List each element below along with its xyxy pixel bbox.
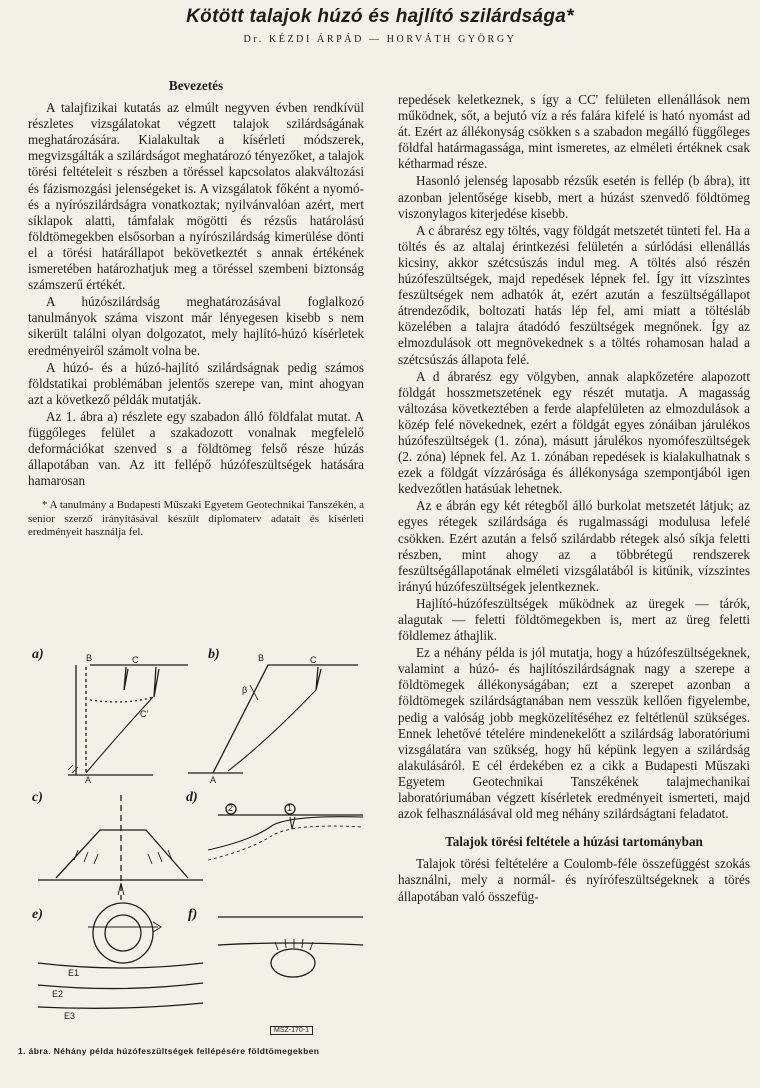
paragraph: Talajok törési feltételére a Coulomb-féle összefüggést szokás használni, mely a normál- és nyírófeszültségeknek a törés állapotában való összefüg- — [398, 856, 750, 904]
panel-c-drawing — [38, 795, 203, 900]
figure-stamp: MSZ-170-1 — [270, 1026, 313, 1035]
section-heading-introduction: Bevezetés — [168, 78, 224, 93]
footnote: * A tanulmány a Budapesti Műszaki Egyetem Geotechnikai Tanszékén, a senior szerző irányításával készült diplomaterv adatait és kísérleti eredményeit használja fel. — [28, 499, 364, 539]
paragraph: A d ábrarész egy völgyben, annak alapkőzetére alapozott földgát hosszmetszetének egy részét mutatja. A magasság változása következtében a ferde alapfelületen az elmozdulások a közép felé növekednek, ezért a földgát egyes zónáiban járulékos húzófeszültségek (1. zóna), másutt járulékos nyomófeszültségek (2. zóna) lépnek fel. Az 1. zónában repedések is kialakulhatnak s ezek a földgát vízzárósága és állékonysága szempontjából igen kedvezőtlen hatásúak lehetnek. — [398, 368, 750, 497]
left-column — [28, 78, 364, 540]
article-authors: Dr. KÉZDI ÁRPÁD — HORVÁTH GYÖRGY — [243, 34, 517, 45]
point-label: C' — [140, 709, 149, 719]
figure-1 — [28, 645, 373, 1040]
panel-a-drawing — [68, 665, 188, 775]
panel-label-e: e) — [32, 907, 43, 922]
point-label: B — [86, 653, 93, 663]
point-label: C — [132, 655, 139, 665]
paragraph: Ez a néhány példa is jól mutatja, hogy a húzófeszültségeknek, valamint a húzó- és hajlítószilárdságnak nagy a szerepe a földtömegek állékonyságában; ezt a szerepet azonban a földtömegek szilárdságtanában nem vesszük kellően figyelembe, pedig a valóság jobb megközelítéséhez ez feltétlenül szükséges. Ennek lehetővé tételére mindenekelőtt a szilárdság laboratóriumi vizsgálatára van szükség, hogy hű képünk legyen a szilárdság alakulásáról. E cél érdekében ez a cikk a Budapesti Műszaki Egyetem Geotechnikai Tanszékének talajmechanikai laboratóriumában végzett kísérletek eredményeit ismerteti, majd azok felhasználásával old meg néhány szilárdságtani feladatot. — [398, 645, 750, 822]
point-label: A — [210, 775, 217, 785]
paragraph: Hajlító-húzófeszültségek működnek az üregek — tárók, alagutak — feletti földtömegekben is, mert az üreg feletti földlemez áthajlik. — [398, 595, 750, 644]
paragraph: Az 1. ábra a) részlete egy szabadon álló földfalat mutat. A függőleges felület a szakadozott vonalnak megfelelő deformációkat szenved s a földtömeg felső része húzás állapotában van. Az itt fellépő húzófeszültségek hatására hamarosan — [28, 408, 364, 489]
article-title: Kötött talajok húzó és hajlító szilárdsága* — [186, 6, 574, 27]
paragraph: A c ábrarész egy töltés, vagy földgát metszetét tünteti fel. Ha a töltés és az altalaj érintkezési felületén a súrlódási ellenállás kicsiny, akkor szétcsúszás indul meg. A töltés alsó részén húzófeszültségek, majd repedések lépnek fel. Így itt vízszintes feszültségek nem adhatók át, ezért azután a feszültségállapot átrendeződik, boltozati hatás lép fel, ami miatt a töltésláb közelében a talajra átadódó feszültségek megnőnek. Így az elmozdulások ott megnövekednek s a töltés rohamosan halad a szétcsúszás állapota felé. — [398, 222, 750, 367]
panel-label-b: b) — [208, 647, 220, 662]
panel-label-f: f) — [188, 907, 198, 922]
paragraph: Az e ábrán egy két rétegből álló burkolat metszetét látjuk; az egyes rétegek szilárdsága és rugalmassági modulusa lefelé csökken. Ezért azután a felső szilárdabb rétegek alsó síkja feletti részben, mint ahogy az a többrétegű rendszerek feszültségállapotának elméleti vizsgálatából is kitűnik, vízszintes irányú húzófeszültségek jelentkeznek. — [398, 498, 750, 594]
figure-drawing — [28, 645, 373, 1040]
point-label: C — [310, 655, 317, 665]
point-label: β — [242, 685, 248, 695]
section-heading-failure-condition: Talajok törési feltétele a húzási tartományban — [445, 834, 703, 850]
point-label: A — [85, 775, 92, 785]
zone-label: 1 — [287, 803, 293, 813]
panel-f-drawing — [218, 917, 363, 977]
paragraph: repedések keletkeznek, s így a CC' felületen ellenállások nem működnek, sőt, a bejutó víz a rés falára kifelé is ható nyomást ad át. Ezért az állékonyság csökken s a szabadon megálló függőleges földfal határmagassága, mint ismeretes, az elméleti értéknek csak kétharmad része. — [398, 92, 750, 172]
zone-label: 2 — [228, 803, 234, 813]
panel-label-a: a) — [32, 647, 44, 662]
layer-label: E1 — [68, 968, 80, 978]
figure-caption: 1. ábra. Néhány példa húzófeszültségek fellépésére földtömegekben — [18, 1046, 320, 1056]
panel-label-c: c) — [32, 790, 43, 805]
point-label: B — [258, 653, 265, 663]
right-column — [398, 92, 750, 905]
panel-b-drawing — [188, 665, 358, 773]
layer-label: E3 — [64, 1011, 76, 1021]
panel-label-d: d) — [186, 790, 198, 805]
paragraph: A húzó- és a húzó-hajlító szilárdságnak pedig számos földstatikai problémában jelentős szerepe van, mint ahogyan azt a következő példák mutatják. — [28, 359, 364, 407]
paragraph: Hasonló jelenség laposabb rézsűk esetén is fellép (b ábra), itt azonban jelentősége kisebb, mert a húzást szenvedő földtömeg viszonylagos kiterjedése kisebb. — [398, 173, 750, 221]
paragraph: A húzószilárdság meghatározásával foglalkozó tanulmányok száma viszont már lényegesen kisebb s nem sikerült találni olyan dolgozatot, mely hajlító-húzó kísérletek eredményeiről számolt volna be. — [28, 294, 364, 358]
layer-label: E2 — [52, 989, 64, 999]
paragraph: A talajfizikai kutatás az elmúlt negyven évben rendkívül részletes vizsgálatokat végzett talajok szilárdságának meghatározására. Kialakultak a kísérleti módszerek, megvizsgálták a szilárdságot meghatározó tényezőket, a talajok törési feltételeit s részben a töréssel kapcsolatos alakváltozási és fázismozgási jelenségeket is. A vizsgálatok főként a nyomó- és a nyírószilárdságra vonatkoztak; nyilvánvalóan azért, mert síklapok alatti, támfalak mögötti és rézsűs határolású földtömegekben elsősorban a nyírószilárdság kimerülése dönti el a törési határállapot bekövetkeztét s annak értékének ismeretében határozhatjuk meg a töréssel szembeni biztonság számszerű értékét. — [28, 100, 364, 293]
